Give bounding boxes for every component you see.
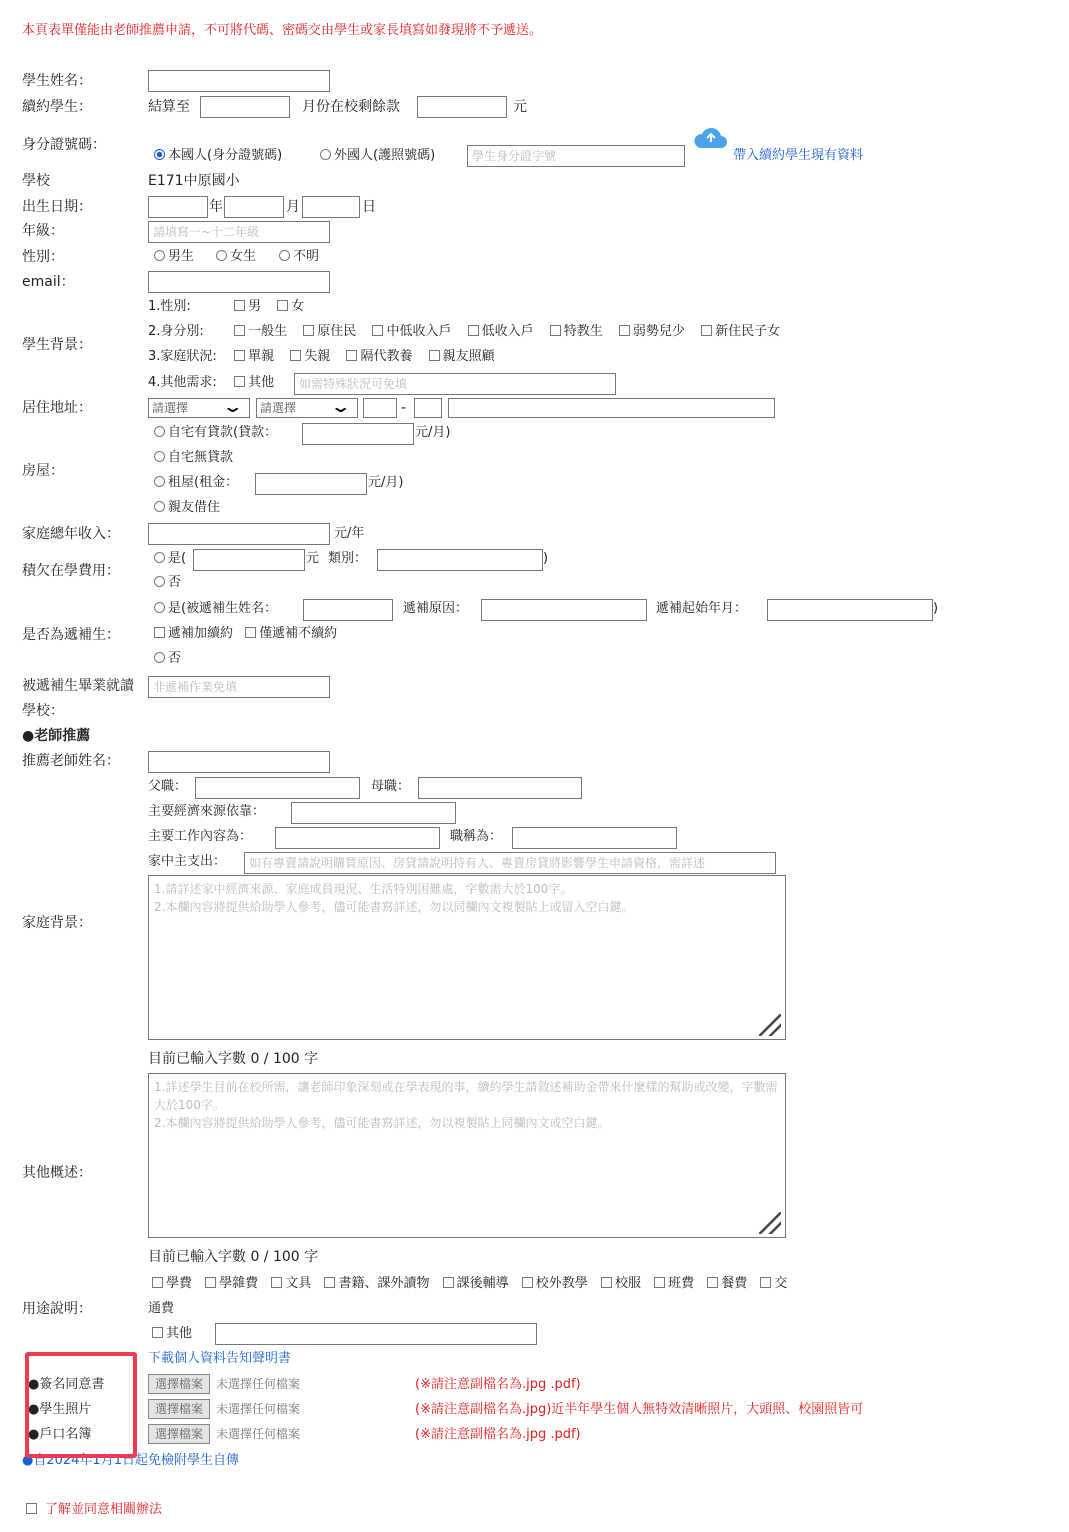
grade-label: 年級： <box>22 223 64 239</box>
bg-row2-label: 2.身分別: <box>148 324 204 339</box>
chevron-down-icon: ⌄ <box>329 397 352 416</box>
city-select[interactable] <box>148 398 250 418</box>
income-unit: 元/年 <box>334 526 365 541</box>
transfer-yes-radio[interactable] <box>154 600 277 618</box>
father-job-input[interactable] <box>195 777 360 799</box>
consent-file-note: (※請注意副檔名為.jpg .pdf) <box>415 1377 581 1392</box>
bg-other-row <box>148 374 274 392</box>
renew-student-label: 續約學生： <box>22 99 92 115</box>
id-foreign-label: 外國人(護照號碼) <box>334 148 436 163</box>
radio-icon <box>154 652 165 663</box>
gender-unknown-label: 不明 <box>293 249 320 264</box>
income-input[interactable] <box>148 523 330 545</box>
email-label: email： <box>22 274 75 290</box>
family-bg-textarea[interactable] <box>148 875 786 1040</box>
household-file-note: (※請注意副檔名為.jpg .pdf) <box>415 1427 581 1442</box>
household-label-text: 戶口名簿 <box>39 1427 92 1442</box>
id-number-label: 身分證號碼： <box>22 137 106 153</box>
checkbox[interactable] <box>346 350 357 361</box>
gender-female-label: 女生 <box>230 249 257 264</box>
bg-family-row <box>148 348 495 366</box>
background-label: 學生背景： <box>22 337 92 353</box>
bg-option: 低收入戶 <box>481 324 534 339</box>
transfer-reason-input[interactable] <box>481 599 647 621</box>
income-label: 家庭總年收入： <box>22 526 120 542</box>
id-domestic-radio[interactable] <box>154 147 282 165</box>
id-domestic-label: 本國人(身分證號碼) <box>168 148 283 163</box>
id-number-input[interactable]: 學生身分證字號 <box>467 145 685 167</box>
radio-icon <box>154 602 165 613</box>
radio-selected-icon <box>154 149 165 160</box>
resize-handle-icon[interactable] <box>759 1212 781 1234</box>
checkbox[interactable] <box>290 350 301 361</box>
import-renew-data-link[interactable]: 帶入續約學生現有資料 <box>733 148 864 163</box>
transfer-school-input[interactable]: 非遞補作業免填 <box>148 676 330 698</box>
arrears-amount-input[interactable] <box>193 549 305 571</box>
arrears-yes-label: 是( <box>168 551 187 566</box>
year-unit: 年 <box>209 199 223 215</box>
autobiography-note: ●自2024年1月1日起免檢附學生自傳 <box>22 1453 239 1468</box>
transfer-yes-label: 是(被遞補生姓名： <box>168 601 278 616</box>
choose-file-button[interactable]: 選擇檔案 <box>148 1424 210 1444</box>
radio-icon <box>154 476 165 487</box>
checkbox <box>152 1327 163 1338</box>
bg-option: 隔代教養 <box>360 349 413 364</box>
bg-option: 新住民子女 <box>715 324 781 339</box>
district-select[interactable] <box>256 398 358 418</box>
checkbox[interactable] <box>324 1277 335 1288</box>
choose-file-button[interactable]: 選擇檔案 <box>148 1374 210 1394</box>
day-unit: 日 <box>362 199 376 215</box>
radio-icon <box>279 250 290 261</box>
usage-option: 書籍、課外讀物 <box>338 1276 430 1291</box>
remaining-amount-input[interactable] <box>417 96 507 118</box>
usage-label: 用途說明： <box>22 1301 92 1317</box>
checkbox[interactable] <box>277 300 288 311</box>
bg-option: 親友照顧 <box>442 349 495 364</box>
econ-source-input[interactable] <box>291 802 456 824</box>
month-remaining-label: 月份在校剩餘款 <box>302 99 400 115</box>
transfer-label: 是否為遞補生： <box>22 627 120 643</box>
teacher-section-heading: ●老師推薦 <box>22 728 91 744</box>
usage-option: 課後輔導 <box>456 1276 509 1291</box>
transfer-school-label-2: 學校： <box>22 703 64 719</box>
id-foreign-radio[interactable] <box>320 147 435 165</box>
radio-icon <box>320 149 331 160</box>
bg-option: 特教生 <box>563 324 603 339</box>
arrears-no-label: 否 <box>168 575 182 590</box>
checkbox[interactable] <box>707 1277 718 1288</box>
radio-icon <box>154 451 165 462</box>
checkbox[interactable] <box>760 1277 771 1288</box>
bg-row1-label: 1.性別: <box>148 299 191 314</box>
usage-other-label: 其他 <box>166 1326 193 1341</box>
checkbox[interactable] <box>654 1277 665 1288</box>
bg-male-label: 男 <box>248 299 262 314</box>
checkbox[interactable] <box>701 325 712 336</box>
transfer-opt2-label: 僅遞補不續約 <box>259 626 338 641</box>
mother-job-input[interactable] <box>418 777 582 799</box>
econ-source-label: 主要經濟來源依靠： <box>148 804 266 819</box>
house-own-noloan-label: 自宅無貸款 <box>168 450 234 465</box>
usage-options-row <box>152 1275 787 1293</box>
city-select-value: 請選擇 <box>152 401 189 415</box>
checkbox[interactable] <box>303 325 314 336</box>
bg-gender-row <box>148 298 304 316</box>
house-own-loan-label: 自宅有貸款(貸款： <box>168 425 278 440</box>
usage-option: 校外教學 <box>535 1276 588 1291</box>
house-label: 房屋： <box>22 463 64 479</box>
checkbox[interactable] <box>468 325 479 336</box>
work-content-label: 主要工作內容為： <box>148 829 253 844</box>
usage-option: 班費 <box>668 1276 695 1291</box>
student-name-label: 學生姓名： <box>22 73 92 89</box>
checkbox[interactable] <box>601 1277 612 1288</box>
birth-day-input[interactable] <box>302 196 360 218</box>
house-relative-radio[interactable] <box>154 499 220 517</box>
bg-option: 其他 <box>248 375 275 390</box>
checkbox[interactable] <box>152 1277 163 1288</box>
bg-option: 原住民 <box>317 324 357 339</box>
renew-unit-label: 元 <box>513 99 527 115</box>
bg-female-label: 女 <box>291 299 305 314</box>
radio-icon <box>154 250 165 261</box>
arrears-category-label: 類別： <box>328 551 368 566</box>
notice-text: 本頁表單僅能由老師推薦申請，不可將代碼、密碼交由學生或家長填寫如發現將不予遞送。 <box>22 23 543 38</box>
bg-row3-label: 3.家庭狀況: <box>148 349 217 364</box>
house-rent-label: 租屋(租金： <box>168 475 239 490</box>
checkbox[interactable] <box>443 1277 454 1288</box>
checkbox[interactable] <box>234 300 245 311</box>
transfer-reason-label: 遞補原因： <box>403 601 469 616</box>
checkbox[interactable] <box>619 325 630 336</box>
checkbox[interactable] <box>271 1277 282 1288</box>
teacher-name-label: 推薦老師姓名： <box>22 753 120 769</box>
usage-option: 學雜費 <box>219 1276 259 1291</box>
zip-input-2[interactable] <box>414 398 442 418</box>
checkbox[interactable] <box>550 325 561 336</box>
choose-file-button[interactable]: 選擇檔案 <box>148 1399 210 1419</box>
bg-other-input[interactable]: 如需特殊狀況可免填 <box>294 373 616 395</box>
radio-icon <box>216 250 227 261</box>
usage-option: 文具 <box>285 1276 312 1291</box>
birth-date-label: 出生日期： <box>22 199 92 215</box>
checkbox[interactable] <box>522 1277 533 1288</box>
gender-unknown-radio[interactable] <box>279 248 319 266</box>
expense-label: 家中主支出： <box>148 854 227 869</box>
other-desc-counter: 目前已輸入字數 0 / 100 字 <box>148 1249 319 1265</box>
house-own-loan-radio[interactable] <box>154 424 277 442</box>
grade-input[interactable]: 請填寫一~十二年級 <box>148 221 330 243</box>
loan-amount-input[interactable] <box>302 423 414 445</box>
father-job-label: 父職： <box>148 779 188 794</box>
usage-wrap-text: 通費 <box>148 1301 175 1316</box>
consent-label-text: 簽名同意書 <box>39 1377 105 1392</box>
download-statement-link[interactable]: 下載個人資料告知聲明書 <box>148 1351 292 1366</box>
bg-option: 中低收入戶 <box>386 324 452 339</box>
bg-option: 單親 <box>248 349 275 364</box>
transfer-school-label: 被遞補生畢業就讀 <box>22 678 134 694</box>
house-relative-label: 親友借住 <box>168 500 221 515</box>
usage-option: 餐費 <box>721 1276 748 1291</box>
transfer-options-row <box>154 625 337 643</box>
school-value: E171中原國小 <box>148 173 240 189</box>
transfer-opt1-label: 遞補加續約 <box>168 626 234 641</box>
transfer-no-label: 否 <box>168 651 182 666</box>
transfer-close: ) <box>933 601 939 616</box>
gender-female-radio[interactable] <box>216 248 256 266</box>
teacher-name-input[interactable] <box>148 751 330 773</box>
photo-label-text: 學生照片 <box>39 1402 92 1417</box>
agree-label: 了解並同意相關辦法 <box>45 1502 163 1517</box>
consent-file-row <box>148 1374 300 1394</box>
resize-handle-icon[interactable] <box>759 1014 781 1036</box>
gender-label: 性別： <box>22 249 64 265</box>
usage-option: 校服 <box>614 1276 641 1291</box>
other-desc-textarea[interactable] <box>148 1073 786 1238</box>
checkbox[interactable] <box>205 1277 216 1288</box>
rent-unit: 元/月) <box>368 475 404 490</box>
student-name-input[interactable] <box>148 70 330 92</box>
household-file-row <box>148 1424 300 1444</box>
arrears-close: ) <box>543 551 549 566</box>
consent-label: ●簽名同意書 <box>28 1377 105 1392</box>
arrears-label: 積欠在學費用： <box>22 563 120 579</box>
checkbox[interactable] <box>154 627 165 638</box>
transfer-no-radio[interactable] <box>154 650 181 668</box>
address-input[interactable] <box>448 398 775 418</box>
family-bg-placeholder: 1.請詳述家中經濟來源、家庭成員現況、生活特別困難處，字數需大於100字。 2.本欄內容將提供給助學人參考，儘可能書寫詳述，勿以同欄內文複製貼上或留入空白鍵。 <box>154 882 634 914</box>
transfer-name-input[interactable] <box>303 599 393 621</box>
family-bg-counter: 目前已輸入字數 0 / 100 字 <box>148 1051 319 1067</box>
bg-option: 一般生 <box>248 324 288 339</box>
file-status: 未選擇任何檔案 <box>216 1377 301 1391</box>
chevron-down-icon: ⌄ <box>221 397 244 416</box>
radio-icon <box>154 501 165 512</box>
arrears-unit: 元 <box>306 551 320 566</box>
email-input[interactable] <box>148 271 330 293</box>
bg-option: 失親 <box>304 349 331 364</box>
other-desc-label: 其他概述： <box>22 1165 92 1181</box>
usage-other-input[interactable] <box>215 1323 537 1345</box>
mother-job-label: 母職： <box>371 779 411 794</box>
gender-male-label: 男生 <box>168 249 195 264</box>
checkbox[interactable] <box>372 325 383 336</box>
house-own-noloan-radio[interactable] <box>154 449 233 467</box>
bg-row4-label: 4.其他需求: <box>148 375 217 390</box>
checkbox[interactable] <box>234 325 245 336</box>
transfer-start-label: 遞補起始年月： <box>656 601 748 616</box>
zip-input-1[interactable] <box>363 398 397 418</box>
month-unit: 月 <box>286 199 300 215</box>
agree-checkbox[interactable] <box>26 1501 162 1519</box>
birth-month-input[interactable] <box>224 196 284 218</box>
job-title-input[interactable] <box>512 827 677 849</box>
job-title-label: 職稱為： <box>450 829 503 844</box>
other-desc-placeholder: 1.詳述學生目前在校所需，讓老師印象深刻或在學表現的事，續約學生請敘述補助金帶來什麼樣的幫助或改變，字數需大於100字。 2.本欄內容將提供給助學人參考，儘可能書寫詳述，勿以複製貼上同欄內文或空白鍵。 <box>154 1080 778 1130</box>
arrears-category-input[interactable] <box>377 549 543 571</box>
expense-input[interactable]: 如有專賣請說明購買原因、房貸請說明持有人、專賣房貸將影響學生申請資格，需詳述 <box>244 852 776 874</box>
usage-other-checkbox[interactable] <box>152 1325 192 1343</box>
radio-icon <box>154 552 165 563</box>
highlight-box <box>25 1352 137 1458</box>
cloud-upload-icon[interactable] <box>692 126 730 150</box>
district-select-value: 請選擇 <box>260 401 297 415</box>
household-label: ●戶口名簿 <box>28 1427 92 1442</box>
checkbox[interactable] <box>234 376 245 387</box>
arrears-no-radio[interactable] <box>154 574 181 592</box>
file-status: 未選擇任何檔案 <box>216 1402 301 1416</box>
transfer-start-input[interactable] <box>767 599 933 621</box>
usage-option: 學費 <box>166 1276 193 1291</box>
radio-icon <box>154 576 165 587</box>
checkbox[interactable] <box>245 627 256 638</box>
rent-amount-input[interactable] <box>255 473 367 495</box>
checkbox[interactable] <box>429 350 440 361</box>
house-rent-radio[interactable] <box>154 474 238 492</box>
arrears-yes-radio[interactable] <box>154 550 186 568</box>
gender-male-radio[interactable] <box>154 248 194 266</box>
bg-option: 弱勢兒少 <box>632 324 685 339</box>
checkbox[interactable] <box>234 350 245 361</box>
photo-label: ●學生照片 <box>28 1402 92 1417</box>
zip-dash: - <box>401 400 407 416</box>
usage-option: 交 <box>774 1276 788 1291</box>
birth-year-input[interactable] <box>148 196 208 218</box>
work-content-input[interactable] <box>275 827 440 849</box>
school-label: 學校 <box>22 173 50 189</box>
checkbox <box>26 1503 37 1514</box>
bg-identity-row <box>148 323 780 341</box>
photo-file-note: (※請注意副檔名為.jpg)近半年學生個人無特效清晰照片，大頭照、校園照皆可 <box>415 1402 864 1417</box>
photo-file-row <box>148 1399 300 1419</box>
address-label: 居住地址： <box>22 400 92 416</box>
loan-unit: 元/月) <box>415 425 451 440</box>
radio-icon <box>154 426 165 437</box>
file-status: 未選擇任何檔案 <box>216 1427 301 1441</box>
settle-month-input[interactable] <box>200 96 290 118</box>
family-bg-label: 家庭背景： <box>22 915 92 931</box>
settle-to-label: 結算至 <box>148 99 190 115</box>
